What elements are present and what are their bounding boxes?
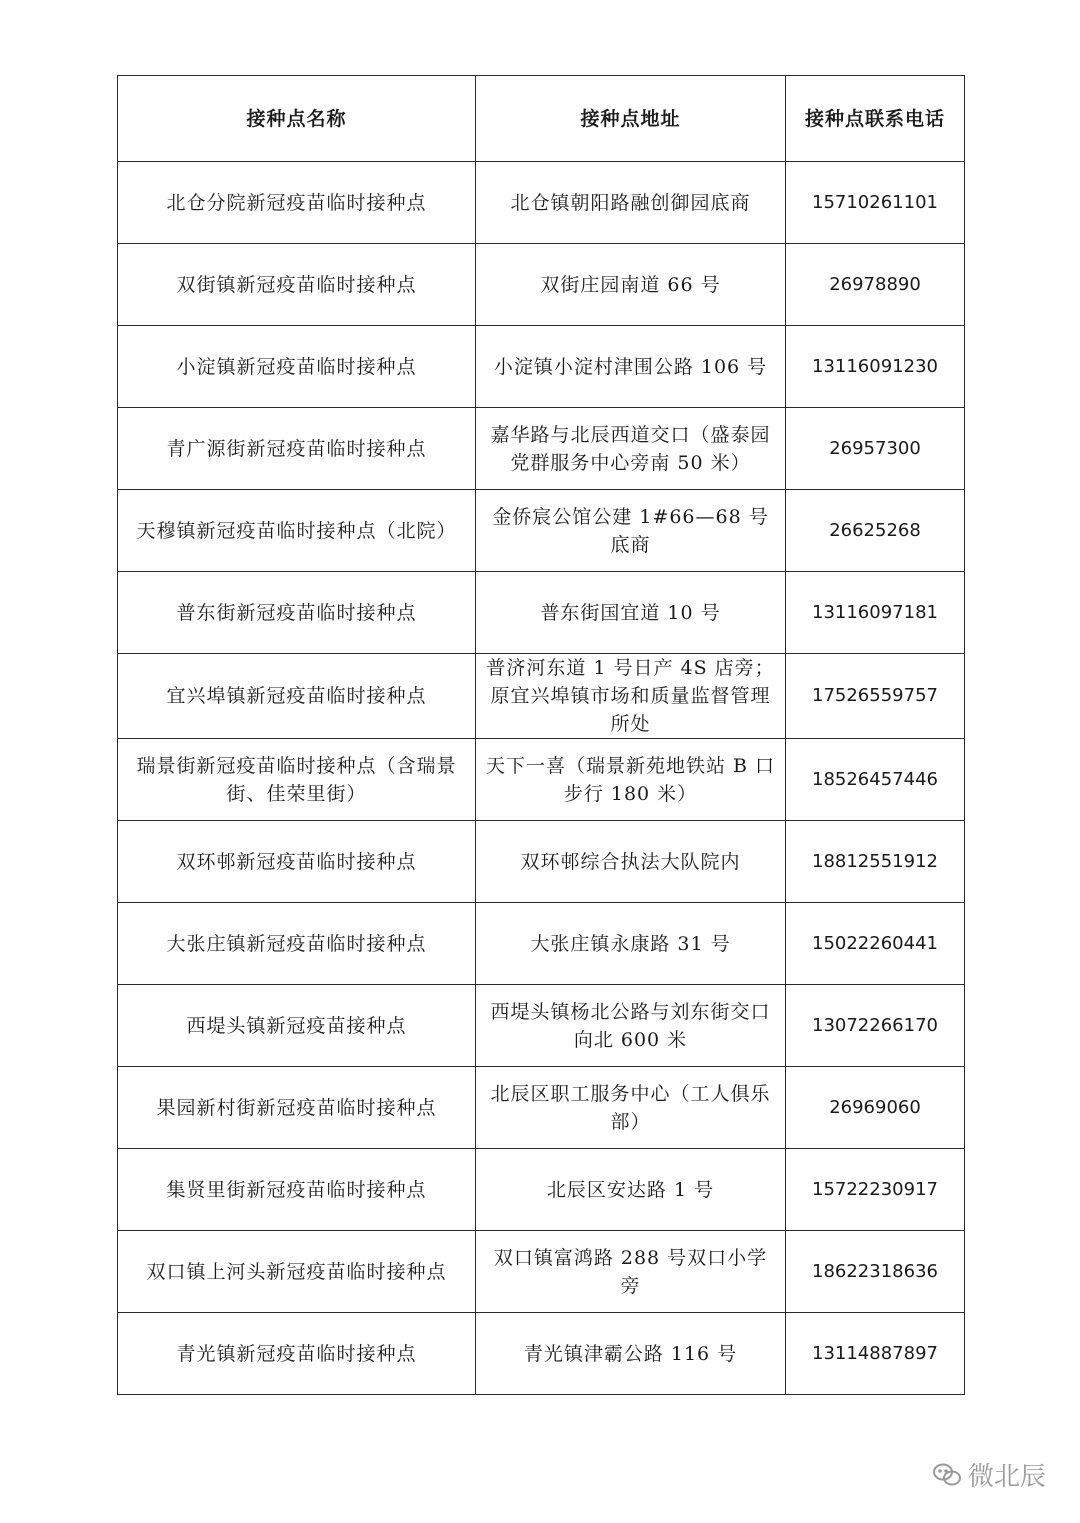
site-address-cell: 金侨宸公馆公建 1#66—68 号底商	[476, 490, 786, 572]
site-name-cell: 北仓分院新冠疫苗临时接种点	[118, 162, 476, 244]
table-row	[118, 244, 965, 326]
site-phone-cell: 26625268	[786, 490, 965, 572]
site-address-cell: 双口镇富鸿路 288 号双口小学旁	[476, 1231, 786, 1313]
site-phone-cell: 26978890	[786, 244, 965, 326]
site-name-cell: 大张庄镇新冠疫苗临时接种点	[118, 903, 476, 985]
table-row	[118, 1067, 965, 1149]
site-address-cell: 普东街国宜道 10 号	[476, 572, 786, 654]
site-phone-cell: 13072266170	[786, 985, 965, 1067]
table-row	[118, 162, 965, 244]
site-address-cell: 青光镇津霸公路 116 号	[476, 1313, 786, 1395]
watermark-text: 微北辰	[967, 1462, 1046, 1492]
site-name-cell: 双环邨新冠疫苗临时接种点	[118, 821, 476, 903]
site-name-cell: 果园新村街新冠疫苗临时接种点	[118, 1067, 476, 1149]
table-row	[118, 572, 965, 654]
header-site-address: 接种点地址	[476, 76, 786, 162]
site-address-cell: 天下一喜（瑞景新苑地铁站 B 口步行 180 米）	[476, 739, 786, 821]
site-phone-cell: 18622318636	[786, 1231, 965, 1313]
wechat-icon	[932, 1462, 962, 1488]
site-phone-cell: 26957300	[786, 408, 965, 490]
site-name-cell: 双街镇新冠疫苗临时接种点	[118, 244, 476, 326]
vaccination-sites-table	[117, 75, 965, 1395]
table-row	[118, 408, 965, 490]
site-address-cell: 北仓镇朝阳路融创御园底商	[476, 162, 786, 244]
header-site-name: 接种点名称	[118, 76, 476, 162]
site-name-cell: 双口镇上河头新冠疫苗临时接种点	[118, 1231, 476, 1313]
site-phone-cell: 15722230917	[786, 1149, 965, 1231]
site-phone-cell: 17526559757	[786, 654, 965, 739]
site-phone-cell: 18812551912	[786, 821, 965, 903]
site-name-cell: 青广源街新冠疫苗临时接种点	[118, 408, 476, 490]
table-row	[118, 985, 965, 1067]
table-row	[118, 1231, 965, 1313]
table-row	[118, 1313, 965, 1395]
watermark	[932, 1456, 1046, 1493]
table-row	[118, 490, 965, 572]
table-header-row	[118, 76, 965, 162]
site-name-cell: 普东街新冠疫苗临时接种点	[118, 572, 476, 654]
header-site-phone: 接种点联系电话	[786, 76, 965, 162]
site-address-cell: 大张庄镇永康路 31 号	[476, 903, 786, 985]
site-name-cell: 小淀镇新冠疫苗临时接种点	[118, 326, 476, 408]
table-row	[118, 654, 965, 739]
table-row	[118, 821, 965, 903]
site-address-cell: 小淀镇小淀村津围公路 106 号	[476, 326, 786, 408]
site-phone-cell: 15022260441	[786, 903, 965, 985]
site-name-cell: 天穆镇新冠疫苗临时接种点（北院）	[118, 490, 476, 572]
site-address-cell: 北辰区安达路 1 号	[476, 1149, 786, 1231]
site-name-cell: 集贤里街新冠疫苗临时接种点	[118, 1149, 476, 1231]
site-name-cell: 瑞景街新冠疫苗临时接种点（含瑞景街、佳荣里街）	[118, 739, 476, 821]
site-phone-cell: 18526457446	[786, 739, 965, 821]
site-phone-cell: 13114887897	[786, 1313, 965, 1395]
table-row	[118, 903, 965, 985]
site-name-cell: 宜兴埠镇新冠疫苗临时接种点	[118, 654, 476, 739]
site-name-cell: 西堤头镇新冠疫苗接种点	[118, 985, 476, 1067]
site-address-cell: 普济河东道 1 号日产 4S 店旁；原宜兴埠镇市场和质量监督管理所处	[476, 654, 786, 739]
site-address-cell: 嘉华路与北辰西道交口（盛泰园党群服务中心旁南 50 米）	[476, 408, 786, 490]
table-row	[118, 1149, 965, 1231]
site-phone-cell: 13116097181	[786, 572, 965, 654]
site-phone-cell: 13116091230	[786, 326, 965, 408]
site-name-cell: 青光镇新冠疫苗临时接种点	[118, 1313, 476, 1395]
site-address-cell: 西堤头镇杨北公路与刘东街交口向北 600 米	[476, 985, 786, 1067]
site-address-cell: 双环邨综合执法大队院内	[476, 821, 786, 903]
table-row	[118, 739, 965, 821]
site-phone-cell: 15710261101	[786, 162, 965, 244]
table-row	[118, 326, 965, 408]
site-address-cell: 北辰区职工服务中心（工人俱乐部）	[476, 1067, 786, 1149]
site-phone-cell: 26969060	[786, 1067, 965, 1149]
site-address-cell: 双街庄园南道 66 号	[476, 244, 786, 326]
